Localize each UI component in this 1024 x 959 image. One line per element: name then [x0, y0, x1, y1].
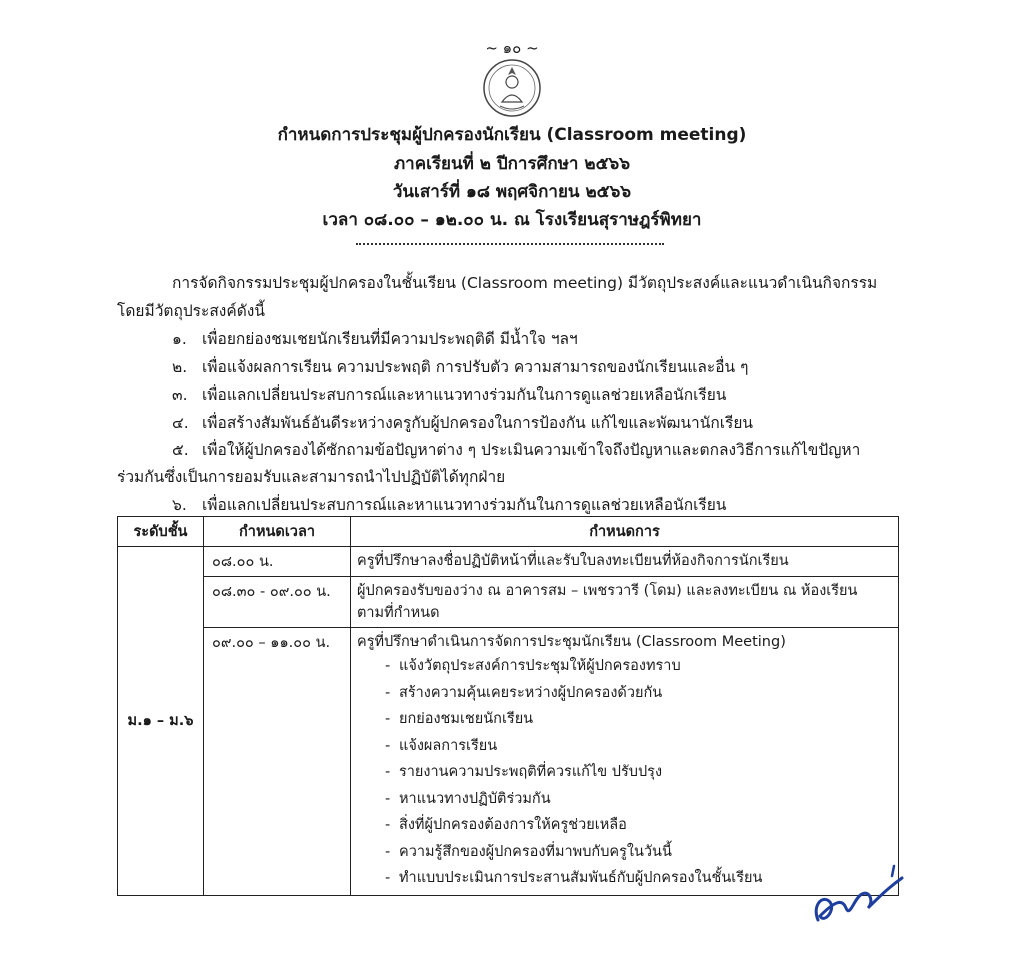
objective-5-continuation: ร่วมกันซึ่งเป็นการยอมรับและสามารถนำไปปฏิบัติได้ทุกฝ่าย	[117, 468, 506, 486]
header-time: กำหนดเวลา	[204, 517, 351, 547]
page-number: ~ ๑๐ ~	[485, 39, 539, 57]
title-line-2: ภาคเรียนที่ ๒ ปีการศึกษา ๒๕๖๖	[393, 154, 631, 174]
agenda-subitem: - ความรู้สึกของผู้ปกครองที่มาพบกับครูในวันนี้	[357, 839, 892, 866]
agenda-subitem: - แจ้งผลการเรียน	[357, 733, 892, 760]
title-line-3: วันเสาร์ที่ ๑๘ พฤศจิกายน ๒๕๖๖	[392, 182, 632, 202]
agenda-cell: ครูที่ปรึกษาดำเนินการจัดการประชุมนักเรียน (Classroom Meeting) - แจ้งวัตถุประสงค์การประชุมให้ผู้ปกครองทราบ - สร้างความคุ้นเคยระหว่างผู้ปกครองด้วยกัน - ยกย่องชมเชยนักเรียน - แจ้งผลการเรียน - รายงานความประพฤติที่ควรแก้ไข ปรับปรุง - หาแนวทางปฏิบัติร่วมกัน - สิ่งที่ผู้ปกครองต้องการให้ครูช่วยเหลือ - ความรู้สึกของผู้ปกครองที่มาพบกับครูในวันนี้ - ทำแบบประเมินการประสานสัมพันธ์กับผู้ปกครองในชั้นเรียน	[351, 628, 899, 896]
table-header-row	[118, 517, 899, 547]
intro-line-1: การจัดกิจกรรมประชุมผู้ปกครองในชั้นเรียน (Classroom meeting) มีวัตถุประสงค์และแนวดำเนินกิจกรรม	[172, 274, 878, 292]
time-cell: ๐๘.๓๐ - ๐๙.๐๐ น.	[204, 577, 351, 628]
school-seal-icon	[482, 58, 542, 118]
time-cell: ๐๙.๐๐ – ๑๑.๐๐ น.	[204, 628, 351, 896]
agenda-subitem: - สิ่งที่ผู้ปกครองต้องการให้ครูช่วยเหลือ	[357, 812, 892, 839]
agenda-subitem: - แจ้งวัตถุประสงค์การประชุมให้ผู้ปกครองทราบ	[357, 653, 892, 680]
agenda-subitem: - หาแนวทางปฏิบัติร่วมกัน	[357, 786, 892, 813]
agenda-subitem: - ทำแบบประเมินการประสานสัมพันธ์กับผู้ปกครองในชั้นเรียน	[357, 865, 892, 892]
table-row	[118, 577, 899, 628]
header-level: ระดับชั้น	[118, 517, 204, 547]
header-agenda: กำหนดการ	[351, 517, 899, 547]
signature-icon	[808, 858, 908, 938]
level-cell: ม.๑ – ม.๖	[118, 547, 204, 896]
objective-6: ๖. เพื่อแลกเปลี่ยนประสบการณ์และหาแนวทางร่วมกันในการดูแลช่วยเหลือนักเรียน	[172, 496, 727, 514]
schedule-table	[117, 516, 899, 896]
objective-4: ๔. เพื่อสร้างสัมพันธ์อันดีระหว่างครูกับผู้ปกครองในการป้องกัน แก้ไขและพัฒนานักเรียน	[172, 414, 754, 432]
agenda-subitem: - รายงานความประพฤติที่ควรแก้ไข ปรับปรุง	[357, 759, 892, 786]
time-cell: ๐๘.๐๐ น.	[204, 547, 351, 577]
objective-3: ๓. เพื่อแลกเปลี่ยนประสบการณ์และหาแนวทางร่วมกันในการดูแลช่วยเหลือนักเรียน	[172, 386, 727, 404]
objective-2: ๒. เพื่อแจ้งผลการเรียน ความประพฤติ การปรับตัว ความสามารถของนักเรียนและอื่น ๆ	[172, 358, 749, 376]
dotted-divider	[356, 243, 664, 245]
agenda-subitem: - สร้างความคุ้นเคยระหว่างผู้ปกครองด้วยกัน	[357, 680, 892, 707]
objective-1: ๑. เพื่อยกย่องชมเชยนักเรียนที่มีความประพฤติดี มีน้ำใจ ฯลฯ	[172, 330, 578, 348]
title-line-1: กำหนดการประชุมผู้ปกครองนักเรียน (Classroom meeting)	[277, 125, 747, 145]
objective-5: ๕. เพื่อให้ผู้ปกครองได้ซักถามข้อปัญหาต่าง ๆ ประเมินความเข้าใจถึงปัญหาและตกลงวิธีการแก้ไขปัญหา	[172, 441, 861, 459]
agenda-cell: ครูที่ปรึกษาลงชื่อปฏิบัติหน้าที่และรับใบลงทะเบียนที่ห้องกิจการนักเรียน	[351, 547, 899, 577]
table-row	[118, 628, 899, 896]
agenda-subitem: - ยกย่องชมเชยนักเรียน	[357, 706, 892, 733]
table-row	[118, 547, 899, 577]
agenda-cell: ผู้ปกครองรับของว่าง ณ อาคารสม – เพชรวารี (โดม) และลงทะเบียน ณ ห้องเรียน ตามที่กำหนด	[351, 577, 899, 628]
intro-line-2: โดยมีวัตถุประสงค์ดังนี้	[117, 302, 265, 320]
title-line-4: เวลา ๐๘.๐๐ – ๑๒.๐๐ น. ณ โรงเรียนสุราษฎร์พิทยา	[322, 210, 702, 230]
